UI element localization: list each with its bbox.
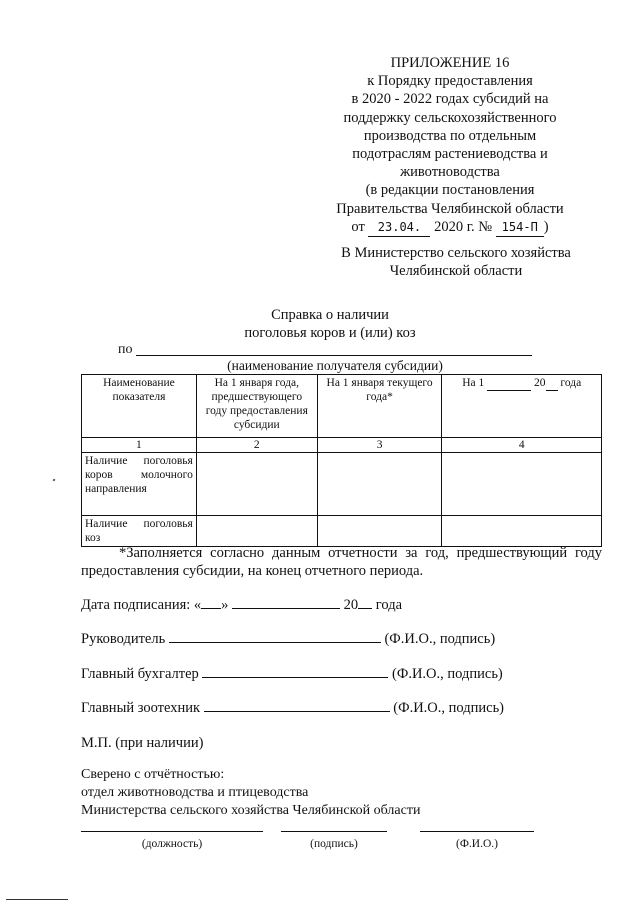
position-caption: (должность) [141,838,203,850]
signature-field[interactable] [281,831,387,832]
title-line-1: Справка о наличии [271,307,389,323]
addressee-line-2: Челябинской области [389,263,523,279]
appendix-line: поддержку сельскохозяйственного [343,109,557,126]
appendix-line: в 2020 - 2022 годах субсидий на [351,91,549,108]
accountant-caption: (Ф.И.О., подпись) [392,666,503,682]
column-number: 2 [196,438,317,453]
header-prev-year: На 1 января года, предшествующего году предоставления субсидии [196,375,317,438]
signing-date-line: Дата подписания: « » 20 года [81,597,403,613]
head-caption: (Ф.И.О., подпись) [384,631,496,647]
addressee-line-1: В Министерство сельского хозяйства [341,245,571,261]
row-label-goats: Наличие поголовья коз [82,516,197,547]
accountant-label: Главный бухгалтер [81,666,199,682]
head-label: Руководитель [81,631,166,647]
accountant-signature-line [81,665,503,683]
table-number-row [82,438,602,453]
cell-goats-prev-year[interactable] [196,516,317,547]
appendix-line: подотраслям растениеводства и [352,146,548,163]
custom-year-field[interactable] [546,376,558,391]
appendix-title: ПРИЛОЖЕНИЕ 16 [390,55,510,71]
verification-line-3: Министерства сельского хозяйства Челябинской области [81,803,421,818]
table-header-row [82,375,602,438]
cell-cows-current-year[interactable] [317,453,442,516]
recipient-label: по [118,342,133,357]
addressee [300,244,612,280]
position-field[interactable] [81,831,263,832]
stamp-place: М.П. (при наличии) [81,735,204,751]
name-field[interactable] [420,831,534,832]
signature-caption: (подпись) [310,838,358,850]
name-caption: (Ф.И.О.) [456,838,498,850]
decree-number: 154-П [496,218,544,237]
column-number: 4 [442,438,602,453]
column-number: 3 [317,438,442,453]
year-text: 2020 г. № [434,218,493,235]
livestock-table [81,374,602,547]
document-title [160,306,500,342]
zootech-signature-field[interactable] [204,699,390,712]
signing-month-field[interactable] [232,596,340,609]
signing-year-field[interactable] [358,596,372,609]
page-edge-rule [6,899,68,900]
zootech-label: Главный зоотехник [81,700,201,716]
recipient-caption: (наименование получателя субсидии) [227,358,443,373]
table-row [82,516,602,547]
cell-goats-current-year[interactable] [317,516,442,547]
head-signature-line [81,630,495,648]
header-current-year: На 1 января текущего года* [317,375,442,438]
decree-date: 23.04. [368,218,430,237]
header-indicator: Наименование показателя [82,375,197,438]
column-number: 1 [82,438,197,453]
verification-block [81,766,420,820]
custom-date-field[interactable] [487,376,531,391]
appendix-header [300,54,600,237]
close-paren: ) [543,218,549,235]
appendix-line: Правительства Челябинской области [336,200,564,217]
appendix-line: производства по отдельным [363,127,537,144]
verification-line-2: отдел животноводства и птицеводства [81,785,309,800]
cell-goats-custom-date[interactable] [442,516,602,547]
title-line-2: поголовья коров и (или) коз [244,325,416,341]
footnote: *Заполняется согласно данным отчетности за год, предшествующий году предоставления субсидии, на конец отчетного периода. [81,545,602,579]
appendix-date-line [300,218,600,237]
signing-day-field[interactable] [201,596,221,609]
accountant-signature-field[interactable] [202,665,388,678]
verification-line-1: Сверено с отчётностью: [81,767,225,782]
appendix-line: животноводства [400,164,500,181]
appendix-line: (в редакции постановления [365,182,535,199]
table-row [82,453,602,516]
cell-cows-prev-year[interactable] [196,453,317,516]
cell-cows-custom-date[interactable] [442,453,602,516]
zootech-signature-line [81,699,504,717]
zootech-caption: (Ф.И.О., подпись) [393,700,505,716]
recipient-field[interactable] [136,355,532,356]
date-prefix: от [351,218,365,235]
scan-speck [53,479,56,482]
head-signature-field[interactable] [169,630,381,643]
appendix-line: к Порядку предоставления [367,73,533,90]
header-custom-date: На 1 20 года [442,375,602,438]
row-label-cows: Наличие поголовья коров молочного направления [82,453,197,516]
